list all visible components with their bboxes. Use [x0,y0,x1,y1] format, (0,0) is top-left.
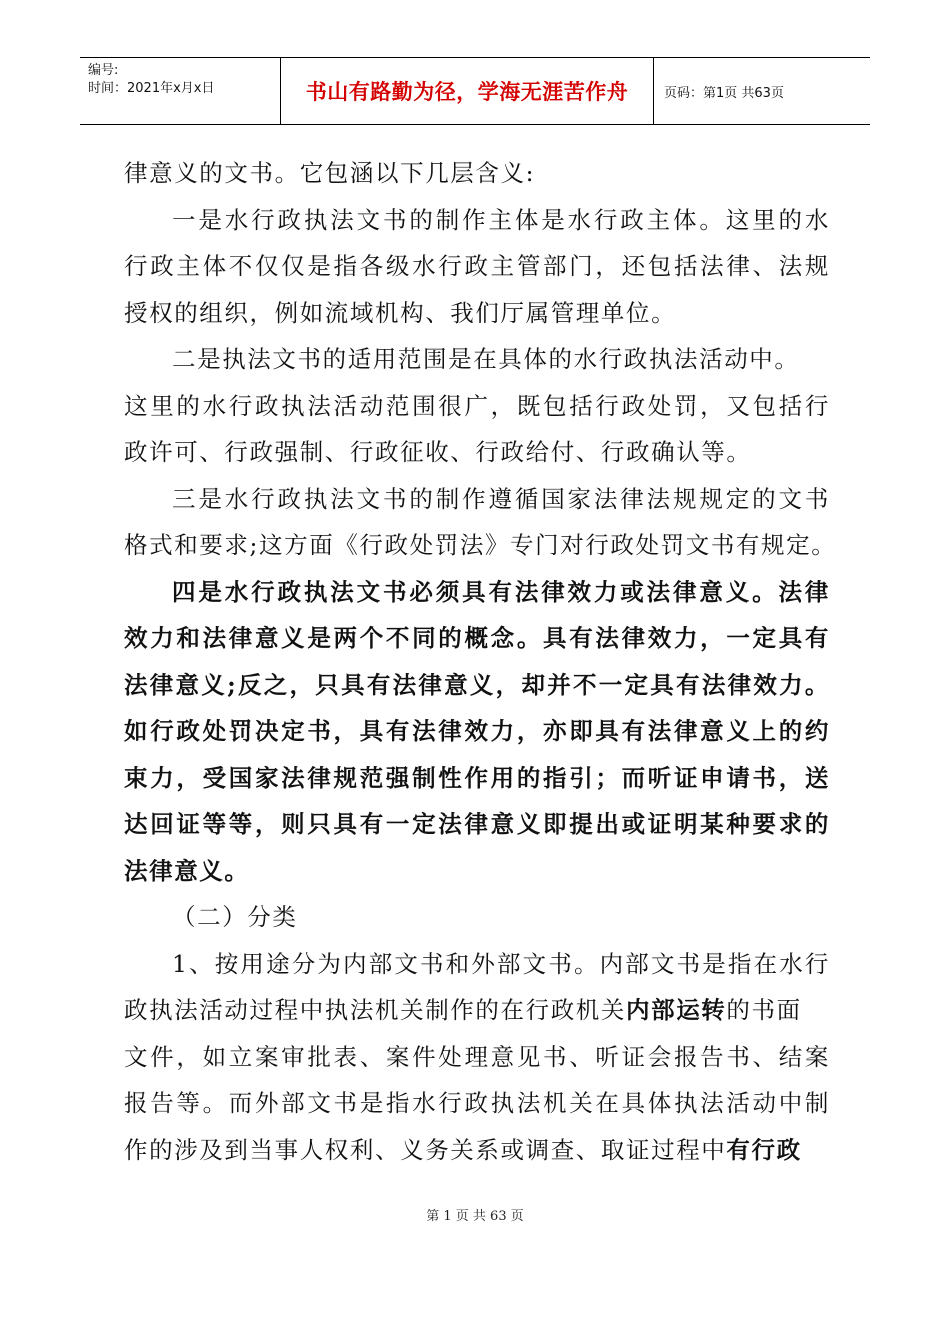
text-line-content: 束力，受国家法律规范强制性作用的指引；而听证申请书，送 [124,763,830,792]
page-header [80,57,870,125]
text-line-content: 法律意义。 [124,856,250,885]
text-line [124,429,830,476]
text-line [124,708,830,755]
text-line-content: 二是执法文书的适用范围是在具体的水行政执法活动中。 [172,345,800,373]
text-line [124,801,830,848]
text-line-content: 一是水行政执法文书的制作主体是水行政主体。这里的水 [172,205,830,234]
document-body [124,150,837,1173]
text-line [124,150,830,197]
text-line-content: 1、按用途分为内部文书和外部文书。内部文书是指在水行 [172,949,830,978]
text-line [124,848,830,895]
text-line-content: 律意义的文书。它包涵以下几层含义: [124,159,536,187]
header-page-info: 页码：第1页 共63页 [664,85,784,101]
text-line [124,197,830,244]
text-line-content: 报告等。而外部文书是指水行政执法机关在具体执法活动中制 [124,1089,830,1117]
text-line-content: 如行政处罚决定书，具有法律效力，亦即具有法律意义上的约 [124,717,830,745]
text-line-content: 政执法活动过程中执法机关制作的在行政机关 [124,996,626,1024]
text-line-content: 法律意义;反之，只具有法律意义，却并不一定具有法律效力。 [124,670,830,699]
text-line-emphasis: 有行政 [726,1135,802,1164]
text-line-content: 格式和要求;这方面《行政处罚法》专门对行政处罚文书有规定。 [124,531,837,559]
text-line-tail: 的书面 [726,996,802,1024]
header-number-label: 编号: [88,63,119,78]
text-line-content: 这里的水行政执法活动范围很广，既包括行政处罚，又包括行 [124,391,830,420]
text-line [124,243,830,290]
text-line-content: 达回证等等，则只具有一定法律意义即提出或证明某种要求的 [124,810,830,838]
text-line-emphasis: 内部运转 [626,996,727,1024]
text-line [124,1080,830,1127]
text-line-content: 效力和法律意义是两个不同的概念。具有法律效力，一定具有 [124,624,830,652]
text-line-content: 政许可、行政强制、行政征收、行政给付、行政确认等。 [124,438,752,466]
text-line [124,894,830,941]
text-line [124,569,830,616]
text-line [124,987,830,1034]
text-line [124,1127,830,1174]
text-line-content: 四是水行政执法文书必须具有法律效力或法律意义。法律 [172,577,830,606]
text-line [124,662,830,709]
text-line [124,755,830,802]
text-line [124,476,830,523]
text-line [124,522,837,569]
text-line [124,1034,830,1081]
text-line-content: 作的涉及到当事人权利、义务关系或调查、取证过程中 [124,1135,727,1164]
text-line-content: （二）分类 [172,903,298,931]
header-meta [80,58,280,124]
text-line-content: 行政主体不仅仅是指各级水行政主管部门，还包括法律、法规 [124,252,830,280]
header-time-label: 时间：2021年x月x日 [88,81,215,96]
text-line [124,383,830,430]
header-motto: 书山有路勤为径，学海无涯苦作舟 [280,58,654,124]
text-line [124,336,830,383]
text-line-content: 文件，如立案审批表、案件处理意见书、听证会报告书、结案 [124,1042,830,1071]
text-line-content: 三是水行政执法文书的制作遵循国家法律法规规定的文书 [172,484,830,513]
page-footer: 第 1 页 共 63 页 [426,1209,524,1224]
text-line [124,290,830,337]
text-line [124,941,830,988]
text-line [124,615,830,662]
text-line-content: 授权的组织，例如流域机构、我们厅属管理单位。 [124,298,677,327]
